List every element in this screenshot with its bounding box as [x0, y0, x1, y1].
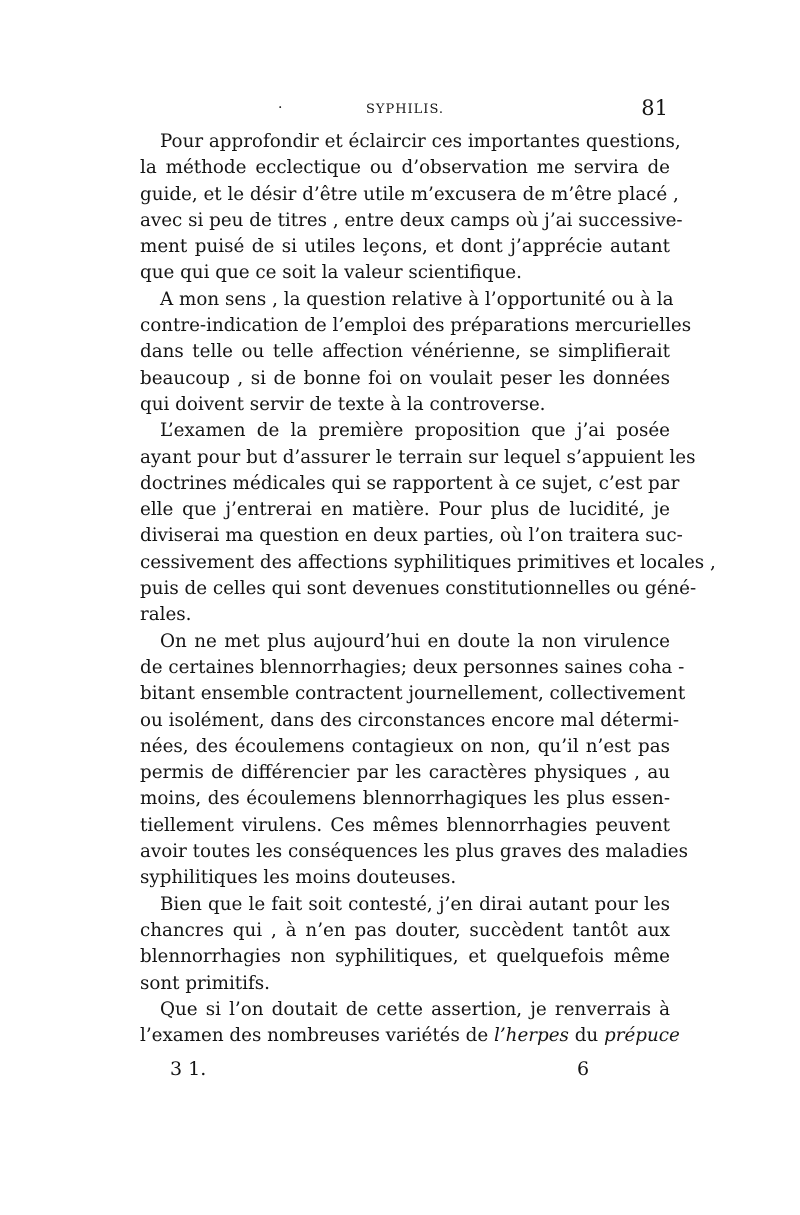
text-line: ayant pour but d’assurer le terrain sur lequel s’appuient les [140, 446, 696, 468]
text-line: Bien que le fait soit contesté, j’en dirai autant pour les [160, 893, 670, 915]
page-number: 81 [641, 96, 668, 120]
text-line: ment puisé de si utiles leçons, et dont j’apprécie autant [140, 236, 670, 258]
text-line: L’examen de la première proposition que j’ai posée [160, 420, 670, 442]
text-line: de certaines blennorrhagies; deux personnes saines coha - [140, 656, 685, 678]
text-line: diviserai ma question en deux parties, où l’on traitera suc- [140, 525, 683, 547]
page-footer [140, 1058, 670, 1088]
text-line: A mon sens , la question relative à l’opportunité ou à la [160, 288, 674, 310]
final-line-text: l’examen des nombreuses variétés de [140, 1025, 495, 1047]
text-line: blennorrhagies non syphilitiques, et quelquefois même [140, 946, 670, 968]
text-line: chancres qui , à n’en pas douter, succèdent tantôt aux [140, 919, 670, 941]
text-line: contre-indication de l’emploi des préparations mercurielles [140, 315, 692, 337]
text-line: syphilitiques les moins douteuses. [140, 867, 457, 889]
text-line: ou isolément, dans des circonstances encore mal détermi- [140, 709, 680, 731]
text-line: dans telle ou telle affection vénérienne, se simplifierait [140, 341, 670, 363]
text-line: tiellement virulens. Ces mêmes blennorrhagies peuvent [140, 814, 670, 836]
header-dot: · [278, 100, 283, 116]
text-line: la méthode ecclectique ou d’observation me servira de [140, 157, 670, 179]
text-line: sont primitifs. [140, 972, 270, 994]
text-line: Que si l’on doutait de cette assertion, je renverrais à [160, 998, 670, 1020]
text-line: puis de celles qui sont devenues constitutionnelles ou géné- [140, 578, 697, 600]
body-text [140, 129, 716, 1049]
text-line: doctrines médicales qui se rapportent à ce sujet, c’est par [140, 472, 680, 494]
italic-term-herpes: l’herpes [494, 1025, 569, 1047]
running-title: SYPHILIS. [365, 102, 445, 117]
final-line-mid: du [568, 1025, 605, 1047]
text-line: elle que j’entrerai en matière. Pour plus de lucidité, je [140, 499, 670, 521]
folio-mark: 6 [577, 1058, 590, 1080]
text-line: guide, et le désir d’être utile m’excusera de m’être placé , [140, 183, 679, 205]
text-line: On ne met plus aujourd’hui en doute la non virulence [160, 630, 670, 652]
running-head [140, 98, 670, 128]
text-line: avec si peu de titres , entre deux camps où j’ai successive- [140, 209, 683, 231]
text-line: cessivement des affections syphilitiques primitives et locales , [140, 551, 716, 573]
italic-term-prepuce: prépuce [604, 1025, 680, 1047]
text-line: moins, des écoulemens blennorrhagiques les plus essen- [140, 788, 670, 810]
text-line: avoir toutes les conséquences les plus graves des maladies [140, 841, 689, 863]
text-line: nées, des écoulemens contagieux on non, qu’il n’est pas [140, 735, 670, 757]
text-line: que qui que ce soit la valeur scientifique. [140, 262, 522, 284]
text-line: Pour approfondir et éclaircir ces importantes questions, [160, 131, 681, 152]
text-line: permis de différencier par les caractères physiques , au [140, 762, 670, 784]
text-line: beaucoup , si de bonne foi on voulait peser les données [140, 367, 670, 389]
text-line: rales. [140, 604, 192, 626]
text-line: qui doivent servir de texte à la controverse. [140, 393, 546, 415]
signature-mark: 3 1. [170, 1058, 207, 1080]
text-line-final [140, 1023, 680, 1049]
text-line: bitant ensemble contractent journellement, collectivement [140, 683, 686, 705]
